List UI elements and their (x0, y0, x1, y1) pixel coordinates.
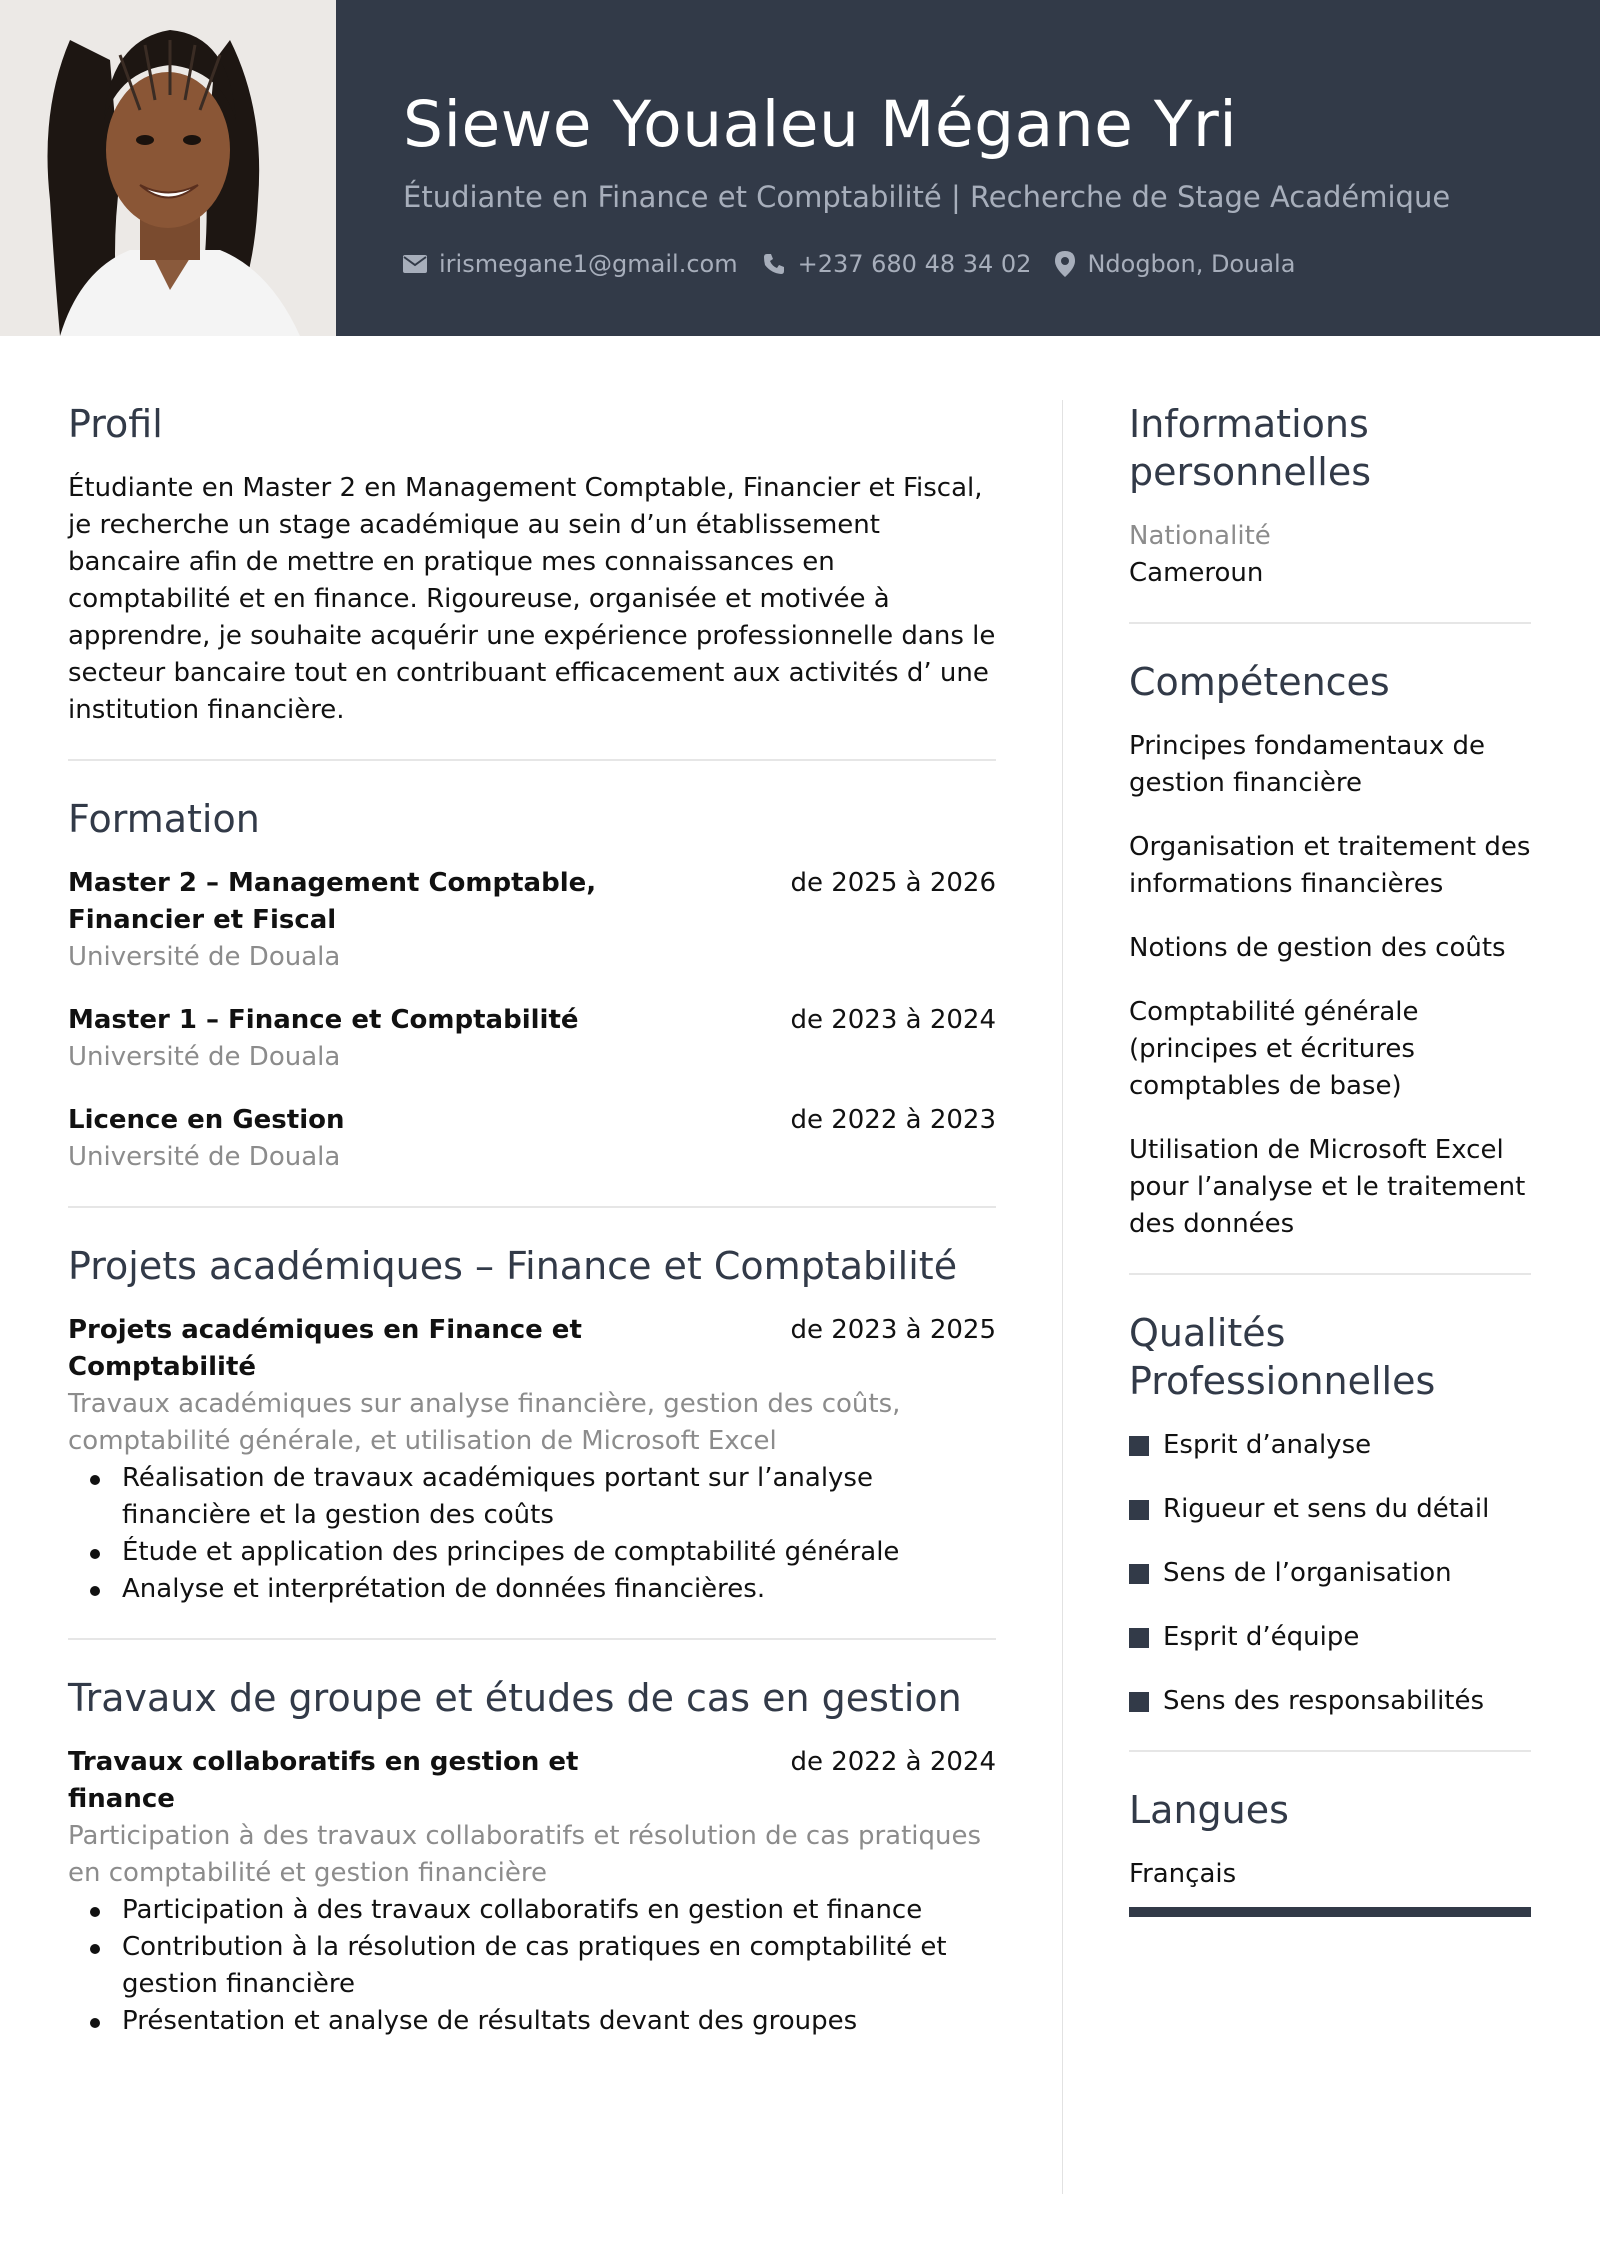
language-name: Français (1129, 1859, 1237, 1889)
group-work-entry (68, 1744, 996, 2040)
contact-location (1055, 250, 1295, 278)
contact-email[interactable] (403, 250, 738, 278)
project-title: Projets académiques en Finance et Comptabilité (68, 1315, 582, 1382)
education-entry (68, 865, 996, 976)
profile-text: Étudiante en Master 2 en Management Comptable, Financier et Fiscal, je recherche un stage académique au sein d’un établissement bancaire afin de mettre en pratique mes connaissances en comptabilité et en finance. Rigoureuse, organisée et motivée à apprendre, je souhaite acquérir une expérience professionnelle dans le secteur bancaire tout en contribuant efficacement aux activités d’ une institution financière. (68, 473, 996, 725)
quality-label: Sens des responsabilités (1163, 1686, 1485, 1716)
group-work-section (68, 1674, 996, 2070)
school-name: Université de Douala (68, 1142, 341, 1172)
quality-item (1129, 1427, 1531, 1464)
bullet-item: Réalisation de travaux académiques portant sur l’analyse financière et la gestion des coûts (68, 1460, 996, 1534)
square-bullet-icon (1129, 1500, 1149, 1520)
profile-photo (0, 0, 336, 336)
quality-label: Esprit d’équipe (1163, 1622, 1360, 1652)
contact-info (403, 250, 1319, 278)
sidebar-column (1129, 400, 1531, 1981)
nationality-label: Nationalité (1129, 521, 1271, 551)
header (0, 0, 1600, 336)
skill-item: Principes fondamentaux de gestion financière (1129, 731, 1485, 798)
project-description: Travaux académiques sur analyse financière, gestion des coûts, comptabilité générale, et utilisation de Microsoft Excel (68, 1389, 901, 1456)
skill-item: Organisation et traitement des informations financières (1129, 832, 1531, 899)
section-title: Informations personnelles (1129, 402, 1372, 494)
projects-section (68, 1242, 996, 1640)
project-entry (68, 1312, 996, 1608)
portrait-image (0, 0, 336, 336)
section-title: Formation (68, 797, 260, 841)
bullet-item: Analyse et interprétation de données financières. (68, 1571, 996, 1608)
degree-title: Licence en Gestion (68, 1105, 345, 1135)
degree-dates: de 2022 à 2023 (790, 1105, 996, 1135)
group-work-description: Participation à des travaux collaboratifs et résolution de cas pratiques en comptabilité et gestion financière (68, 1821, 982, 1888)
bullet-item: Contribution à la résolution de cas pratiques en comptabilité et gestion financière (68, 1929, 996, 2003)
education-entry (68, 1102, 996, 1176)
group-work-title: Travaux collaboratifs en gestion et finance (68, 1747, 579, 1814)
section-title: Langues (1129, 1788, 1289, 1832)
education-section (68, 795, 996, 1208)
location-text: Ndogbon, Douala (1087, 250, 1296, 278)
quality-label: Rigueur et sens du détail (1163, 1494, 1490, 1524)
project-bullets (68, 1460, 996, 1608)
contact-phone[interactable] (762, 250, 1032, 278)
section-title: Travaux de groupe et études de cas en gestion (68, 1676, 962, 1720)
phone-icon (762, 252, 786, 276)
education-entry (68, 1002, 996, 1076)
school-name: Université de Douala (68, 942, 341, 972)
nationality-value: Cameroun (1129, 558, 1264, 588)
quality-item (1129, 1619, 1531, 1656)
quality-item (1129, 1555, 1531, 1592)
square-bullet-icon (1129, 1564, 1149, 1584)
skill-item: Comptabilité générale (principes et écritures comptables de base) (1129, 997, 1419, 1101)
column-divider (1062, 400, 1063, 2194)
main-column (68, 400, 996, 2104)
envelope-icon (403, 255, 427, 273)
qualities-section (1129, 1309, 1531, 1752)
language-level-bar (1129, 1907, 1531, 1917)
skill-item: Utilisation de Microsoft Excel pour l’analyse et le traitement des données (1129, 1135, 1526, 1239)
quality-item (1129, 1683, 1531, 1720)
languages-section (1129, 1786, 1531, 1947)
school-name: Université de Douala (68, 1042, 341, 1072)
section-title: Qualités Professionnelles (1129, 1311, 1436, 1403)
square-bullet-icon (1129, 1692, 1149, 1712)
section-title: Projets académiques – Finance et Comptabilité (68, 1244, 958, 1288)
profile-section (68, 400, 996, 761)
degree-dates: de 2025 à 2026 (790, 868, 996, 898)
phone-text: +237 680 48 34 02 (797, 250, 1032, 278)
square-bullet-icon (1129, 1436, 1149, 1456)
personal-info-section (1129, 400, 1531, 624)
skill-item: Notions de gestion des coûts (1129, 933, 1506, 963)
section-title: Profil (68, 402, 163, 446)
skills-section (1129, 658, 1531, 1275)
email-text: irismegane1@gmail.com (439, 250, 738, 278)
degree-dates: de 2023 à 2024 (790, 1005, 996, 1035)
project-dates: de 2023 à 2025 (790, 1315, 996, 1345)
header-band (336, 0, 1600, 336)
degree-title: Master 2 – Management Comptable, Financier et Fiscal (68, 868, 597, 935)
bullet-item: Étude et application des principes de comptabilité générale (68, 1534, 996, 1571)
bullet-item: Participation à des travaux collaboratifs en gestion et finance (68, 1892, 996, 1929)
quality-label: Sens de l’organisation (1163, 1558, 1452, 1588)
group-work-bullets (68, 1892, 996, 2040)
quality-label: Esprit d’analyse (1163, 1430, 1372, 1460)
bullet-item: Présentation et analyse de résultats devant des groupes (68, 2003, 996, 2040)
map-marker-icon (1055, 251, 1075, 277)
group-work-dates: de 2022 à 2024 (790, 1747, 996, 1777)
square-bullet-icon (1129, 1628, 1149, 1648)
candidate-headline: Étudiante en Finance et Comptabilité | Recherche de Stage Académique (403, 180, 1451, 214)
section-title: Compétences (1129, 660, 1390, 704)
degree-title: Master 1 – Finance et Comptabilité (68, 1005, 579, 1035)
candidate-name: Siewe Youaleu Mégane Yri (403, 88, 1238, 161)
quality-item (1129, 1491, 1531, 1528)
